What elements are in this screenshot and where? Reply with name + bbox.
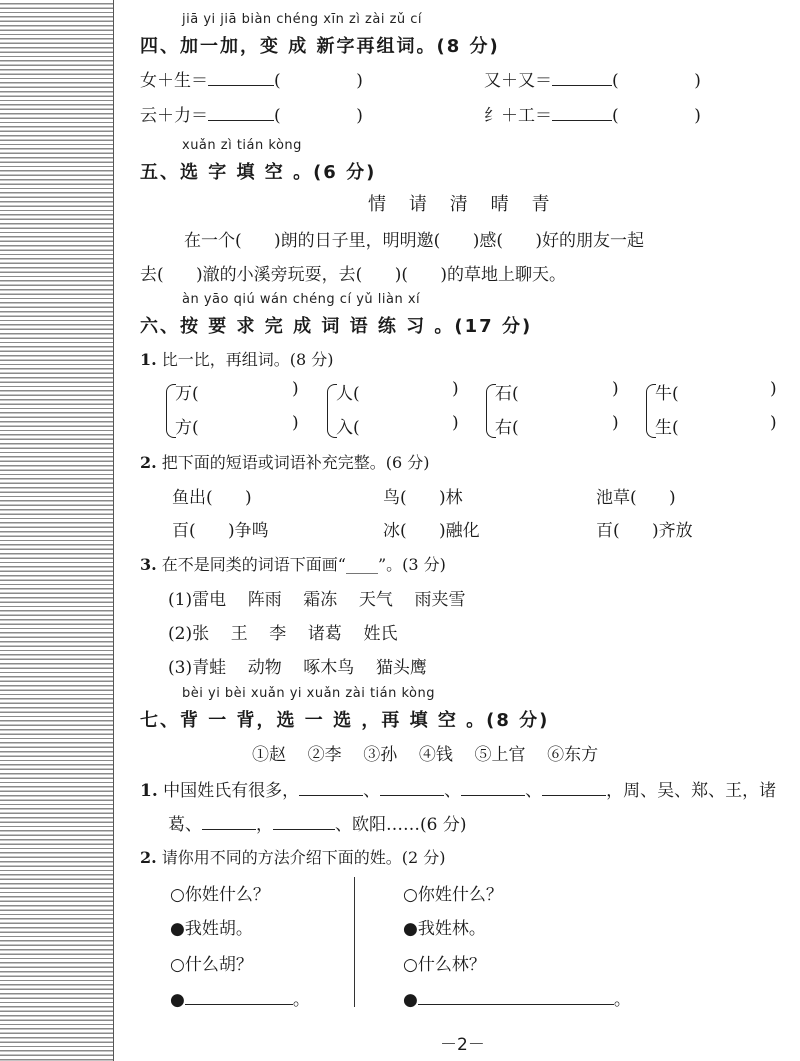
section5-choices: 情 请 清 晴 青: [368, 194, 550, 215]
pair-4-bottom-close: ): [770, 413, 777, 433]
pair-2-bottom-close: ): [452, 413, 459, 433]
s4-item-2: [484, 66, 701, 91]
pair-1-top: 万(: [175, 384, 199, 404]
s6-q3-number: 3.: [140, 555, 157, 574]
s7-q2-number: 2.: [140, 848, 157, 867]
s4-item-1: [140, 66, 363, 91]
end-mark: 。: [613, 990, 631, 1010]
binding-margin-stripes: [0, 0, 114, 1061]
dialog-left-line-3: ○什么胡？: [170, 955, 253, 975]
section4-pinyin: jiā yi jiā biàn chéng xīn zì zài zǔ cí: [182, 12, 423, 27]
pair-2-top-close: ): [452, 379, 459, 399]
pair-1-top-close: ): [292, 379, 299, 399]
answer-blank[interactable]: [418, 988, 614, 1005]
pair-3-top: 石(: [495, 384, 519, 404]
s7-q1-number: 1.: [140, 781, 158, 801]
s6-q2-text: 把下面的短语或词语补充完整。(6 分): [161, 453, 430, 472]
dialog-right-line-4: [403, 985, 631, 1010]
s4-item-1-paren: ( ): [274, 71, 363, 91]
s4-item-2-paren: ( ): [612, 71, 701, 91]
s6-q2-row2-item2: 冰( )融化: [383, 521, 480, 541]
separator: 、: [444, 781, 462, 801]
answer-blank[interactable]: [299, 779, 363, 796]
dialog-left-bullet: ●: [170, 990, 185, 1010]
pair-2-bottom: 入(: [336, 418, 360, 438]
s6-q1: [140, 347, 334, 370]
section4-title: 四、加一加，变 成 新字再组词。(8 分): [140, 36, 500, 57]
s6-q2-row2-item3: 百( )齐放: [596, 521, 693, 541]
pair-4-top-close: ): [770, 379, 777, 399]
s6-q2-number: 2.: [140, 453, 157, 472]
s6-q1-text: 比一比，再组词。(8 分): [161, 350, 334, 369]
s7-q1-text-a: 中国姓氏有很多，: [163, 781, 300, 801]
dialog-left-line-4: [170, 985, 310, 1010]
s7-q1-text-c: 葛、: [168, 815, 202, 835]
section7-choices: ①赵 ②李 ③孙 ④钱 ⑤上官 ⑥东方: [252, 745, 599, 765]
answer-blank[interactable]: [552, 104, 612, 121]
section5-line-1: 在一个( )朗的日子里，明明邀( )感( )好的朋友一起: [184, 231, 645, 251]
column-divider: [354, 877, 355, 1007]
separator: ，: [256, 815, 273, 835]
section7-pinyin: bèi yi bèi xuǎn yi xuǎn zài tián kòng: [182, 686, 435, 701]
s7-q1-line-2: [168, 810, 466, 835]
answer-blank[interactable]: [185, 988, 293, 1005]
answer-blank[interactable]: [552, 69, 612, 86]
pair-1-bottom-close: ): [292, 413, 299, 433]
s7-q1-text-d: 、欧阳……(6 分): [335, 815, 467, 835]
pair-2-top: 人(: [336, 384, 360, 404]
answer-blank[interactable]: [461, 779, 525, 796]
answer-blank[interactable]: [208, 69, 274, 86]
section5-line-2: 去( )澈的小溪旁玩耍，去( )( )的草地上聊天。: [140, 265, 567, 285]
section5-pinyin: xuǎn zì tián kòng: [182, 138, 302, 153]
answer-blank[interactable]: [380, 779, 444, 796]
dialog-right-line-3: ○什么林？: [403, 955, 486, 975]
s4-item-4-paren: ( ): [612, 106, 701, 126]
s6-q3-row-3: (3)青蛙 动物 啄木鸟 猫头鹰: [168, 658, 427, 678]
pair-1-bottom: 方(: [175, 418, 199, 438]
s6-q3-row-2: (2)张 王 李 诸葛 姓氏: [168, 624, 398, 644]
dialog-left-line-2: ●我姓胡。: [170, 919, 253, 939]
s6-q3: [140, 552, 446, 575]
separator: 、: [363, 781, 381, 801]
s6-q3-row-1: (1)雷电 阵雨 霜冻 天气 雨夹雪: [168, 590, 466, 610]
answer-blank[interactable]: [273, 813, 335, 830]
s4-item-3-paren: ( ): [274, 106, 363, 126]
worksheet-content: [140, 0, 790, 1061]
pair-3-bottom-close: ): [612, 413, 619, 433]
answer-blank[interactable]: [202, 813, 256, 830]
section6-pinyin: àn yāo qiú wán chéng cí yǔ liàn xí: [182, 292, 421, 307]
dialog-right-line-1: ○你姓什么？: [403, 885, 503, 905]
s6-q2-row1-item3: 池草( ): [596, 488, 676, 508]
pair-4-bottom: 生(: [655, 418, 679, 438]
s6-q2-row1-item2: 鸟( )林: [383, 488, 463, 508]
dialog-right-bullet: ●: [403, 990, 418, 1010]
pair-3-top-close: ): [612, 379, 619, 399]
s7-q2-text: 请你用不同的方法介绍下面的姓。(2 分): [161, 848, 446, 867]
s7-q1-text-b: ，周、吴、郑、王，诸: [606, 781, 777, 801]
s7-q2: [140, 845, 446, 868]
pair-3-bottom: 右(: [495, 418, 519, 438]
pair-4-top: 牛(: [655, 384, 679, 404]
s6-q2-row2-item1: 百( )争鸣: [172, 521, 269, 541]
section7-title: 七、背 一 背，选 一 选 ，再 填 空 。(8 分): [140, 710, 550, 731]
s6-q1-number: 1.: [140, 350, 157, 369]
s4-item-3: [140, 101, 363, 126]
section5-title: 五、选 字 填 空 。(6 分): [140, 162, 377, 183]
page-number: －2－: [440, 1035, 485, 1055]
s4-item-3-eq: 云＋力＝: [140, 106, 208, 126]
dialog-right-line-2: ●我姓林。: [403, 919, 486, 939]
s4-item-4-eq: 纟＋工＝: [484, 106, 552, 126]
separator: 、: [525, 781, 543, 801]
section6-title: 六、按 要 求 完 成 词 语 练 习 。(17 分): [140, 316, 533, 337]
answer-blank[interactable]: [542, 779, 606, 796]
dialog-left-line-1: ○你姓什么？: [170, 885, 270, 905]
end-mark: 。: [292, 990, 310, 1010]
s4-item-2-eq: 又＋又＝: [484, 71, 552, 91]
s4-item-1-eq: 女＋生＝: [140, 71, 208, 91]
s6-q3-text: 在不是同类的词语下面画“____”。(3 分): [161, 555, 446, 574]
s6-q2-row1-item1: 鱼出( ): [172, 488, 252, 508]
s7-q1-line-1: [140, 776, 776, 801]
answer-blank[interactable]: [208, 104, 274, 121]
s6-q2: [140, 450, 430, 473]
s4-item-4: [484, 101, 701, 126]
